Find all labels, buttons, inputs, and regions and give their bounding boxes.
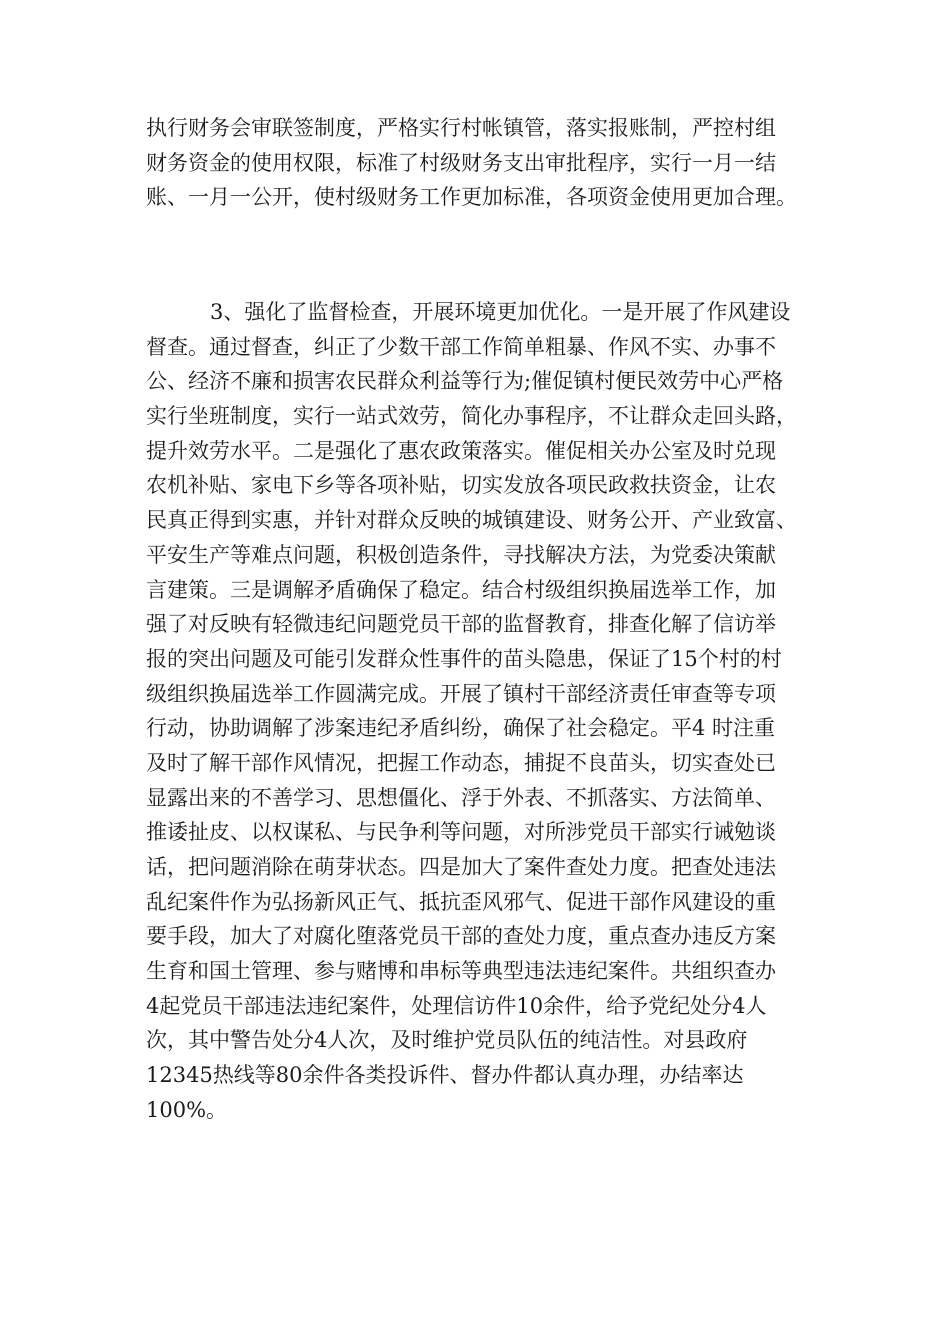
text-line: 要手段，加大了对腐化堕落党员干部的查处力度，重点查办违反方案	[146, 924, 776, 949]
text-line: 实行坐班制度，实行一站式效劳，简化办事程序，不让群众走回头路，	[146, 404, 797, 429]
text-line: 显露出来的不善学习、思想僵化、浮于外表、不抓落实、方法简单、	[146, 785, 776, 810]
text-line: 报的突出问题及可能引发群众性事件的苗头隐患，保证了15个村的村	[146, 646, 782, 671]
text-line: 账、一月一公开，使村级财务工作更加标准，各项资金使用更加合理。	[146, 185, 797, 210]
text-line: 4起党员干部违法违纪案件，处理信访件10余件，给予党纪处分4人	[146, 993, 767, 1018]
text-line: 公、经济不廉和损害农民群众利益等行为;催促镇村便民效劳中心严格	[146, 369, 784, 394]
text-line: 言建策。三是调解矛盾确保了稳定。结合村级组织换届选举工作，加	[146, 577, 776, 602]
text-line: 督查。通过督查，纠正了少数干部工作简单粗暴、作风不实、办事不	[146, 334, 776, 359]
paragraph-finance	[146, 111, 816, 215]
text-line: 乱纪案件作为弘扬新风正气、抵抗歪风邪气、促进干部作风建设的重	[146, 889, 776, 914]
text-line: 100%。	[146, 1097, 228, 1122]
text-line: 话，把问题消除在萌芽状态。四是加大了案件查处力度。把查处违法	[146, 855, 776, 879]
text-line: 强了对反映有轻微违纪问题党员干部的监督教育，排查化解了信访举	[146, 612, 776, 637]
paragraph-supervision	[146, 295, 816, 1128]
text-line: 执行财务会审联签制度，严格实行村帐镇管，落实报账制，严控村组	[146, 116, 776, 140]
text-line: 行动，协助调解了涉案违纪矛盾纠纷，确保了社会稳定。平4 时注重	[146, 716, 776, 741]
text-line: 平安生产等难点问题，积极创造条件，寻找解决方法，为党委决策献	[146, 542, 776, 567]
text-line: 12345热线等80余件各类投诉件、督办件都认真办理，办结率达	[146, 1063, 744, 1088]
text-line: 提升效劳水平。二是强化了惠农政策落实。催促相关办公室及时兑现	[146, 438, 776, 463]
text-line: 3、强化了监督检查，开展环境更加优化。一是开展了作风建设	[210, 300, 791, 324]
text-line: 次，其中警告处分4人次，及时维护党员队伍的纯洁性。对县政府	[146, 1028, 748, 1053]
text-line: 生育和国土管理、参与赌博和串标等典型违法违纪案件。共组织查办	[146, 959, 776, 984]
text-line: 级组织换届选举工作圆满完成。开展了镇村干部经济责任审查等专项	[146, 681, 776, 706]
text-line: 及时了解干部作风情况，把握工作动态，捕捉不良苗头，切实查处已	[146, 750, 776, 775]
text-line: 农机补贴、家电下乡等各项补贴，切实发放各项民政救扶资金，让农	[146, 473, 776, 498]
text-line: 民真正得到实惠，并针对群众反映的城镇建设、财务公开、产业致富、	[146, 508, 797, 533]
text-line: 财务资金的使用权限，标准了村级财务支出审批程序，实行一月一结	[146, 150, 776, 175]
text-line: 推诿扯皮、以权谋私、与民争利等问题，对所涉党员干部实行诫勉谈	[146, 820, 776, 845]
